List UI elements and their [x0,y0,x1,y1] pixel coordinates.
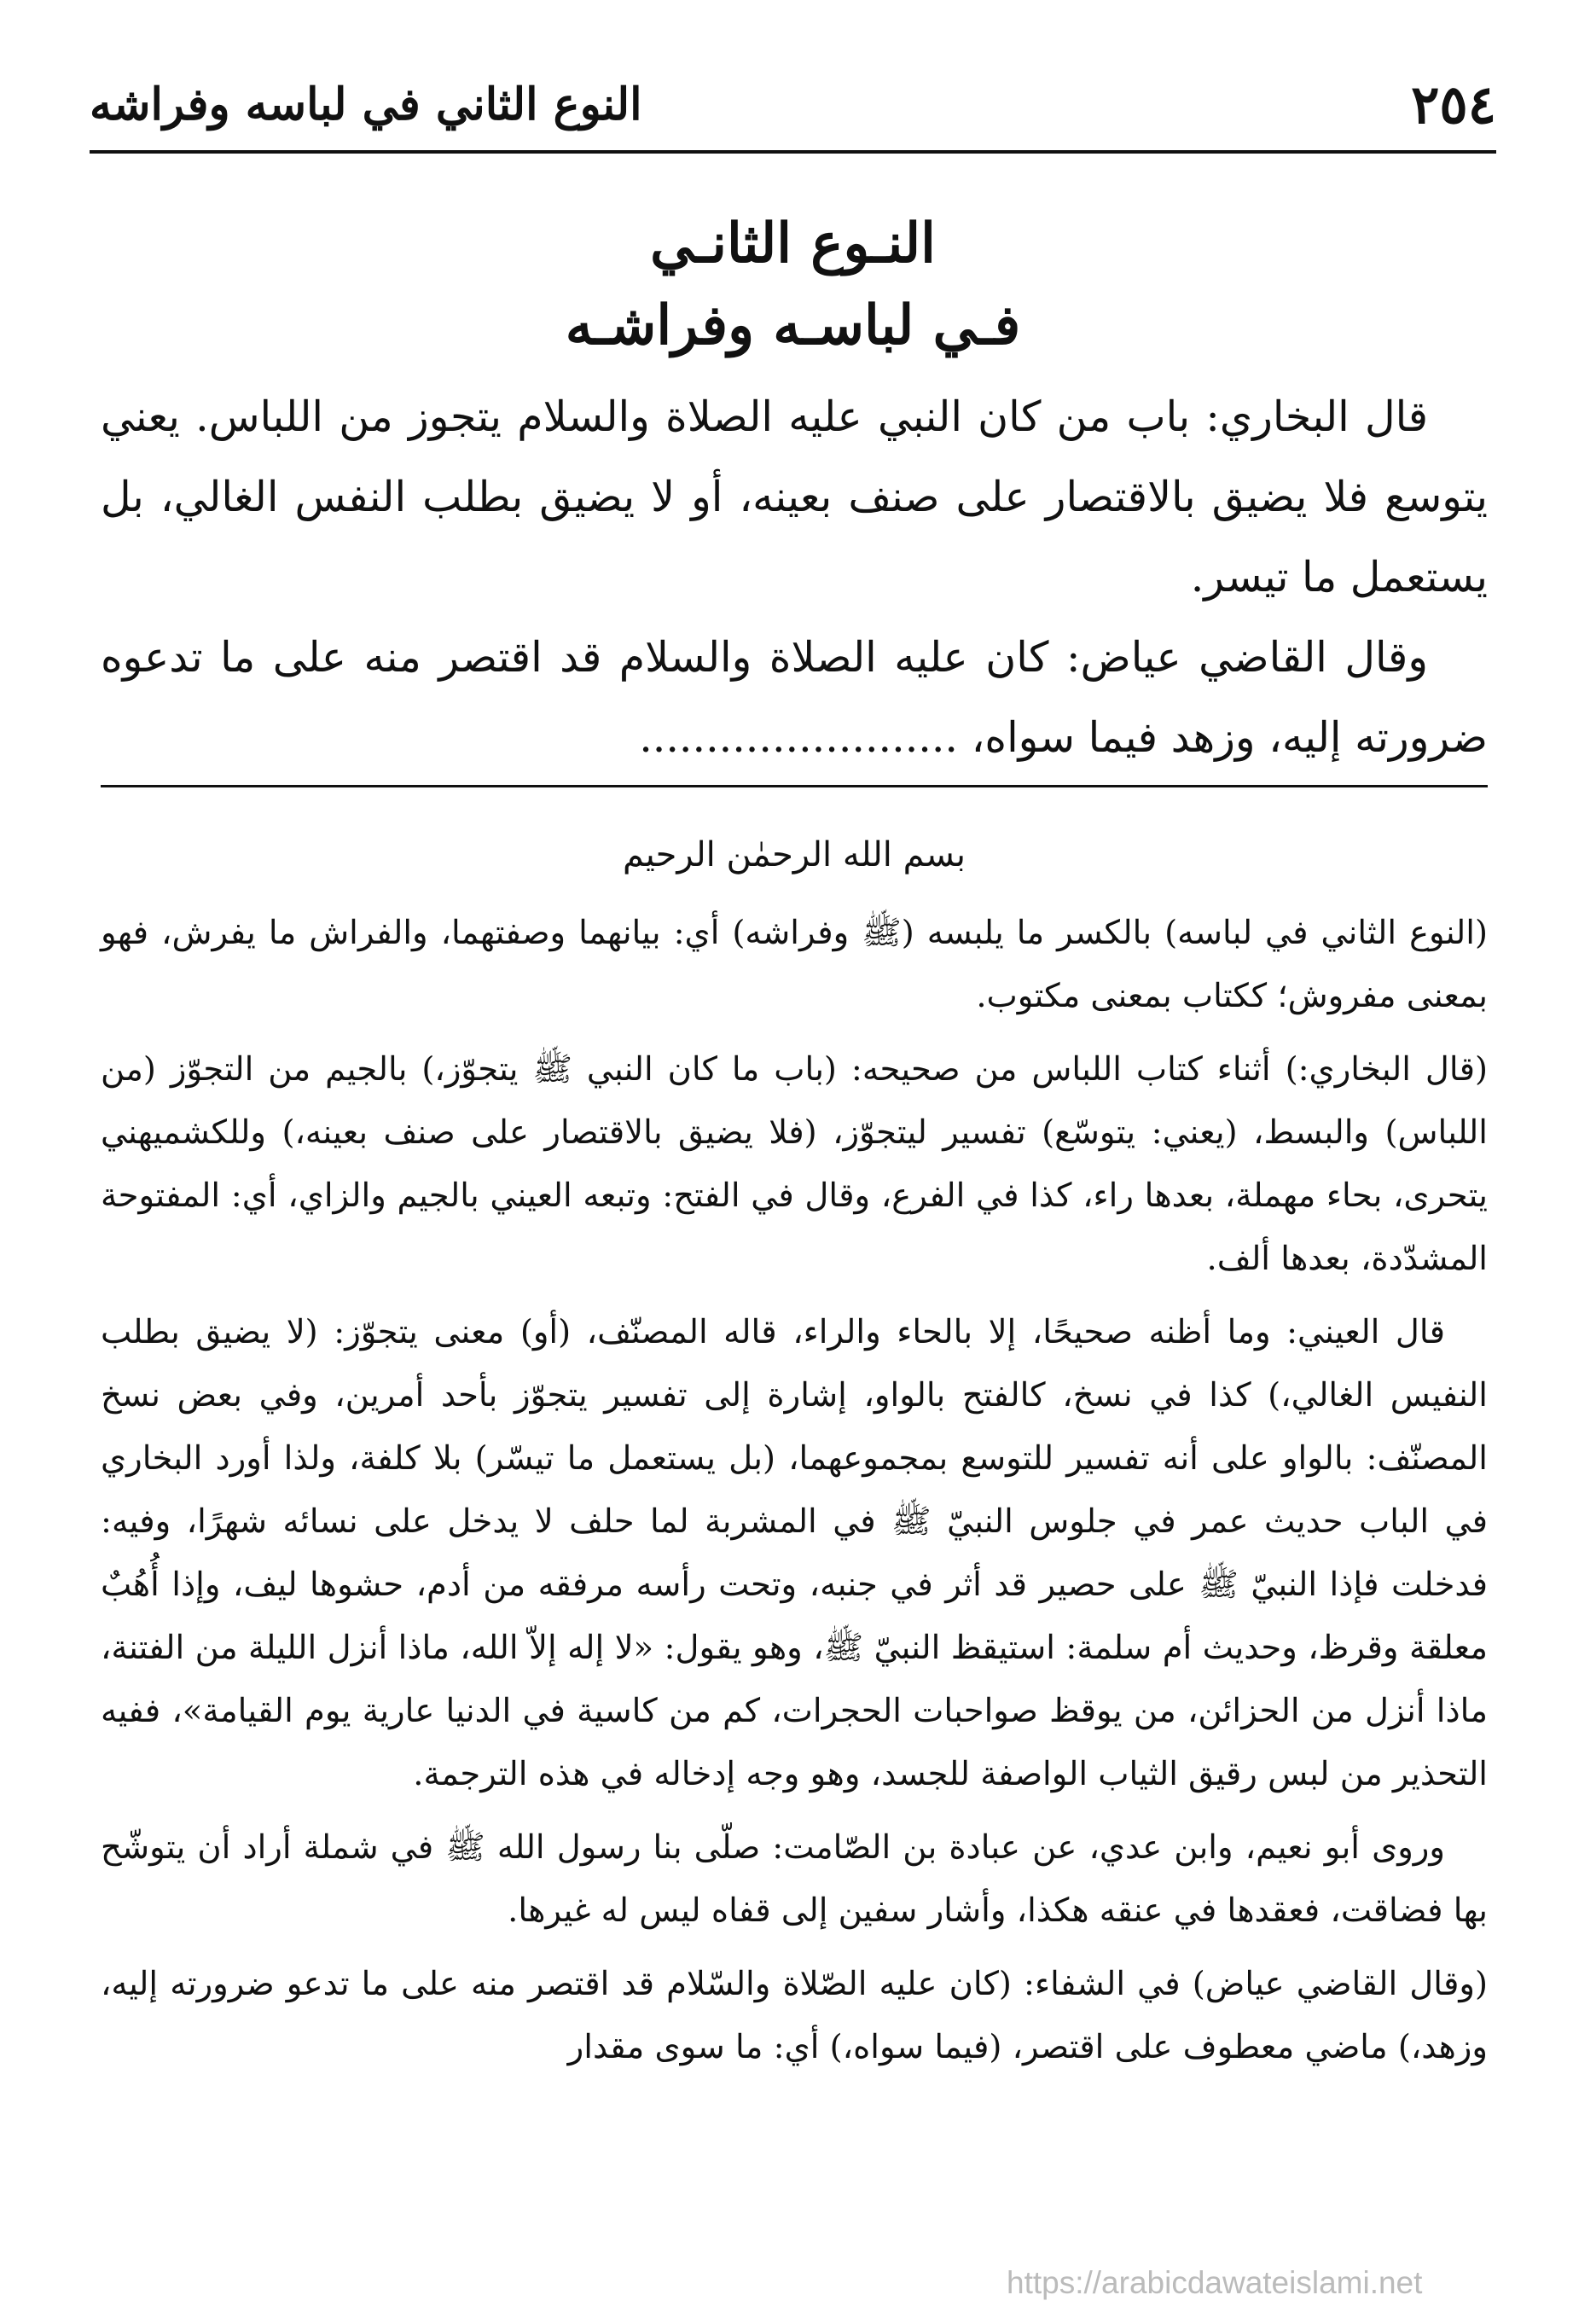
commentary-paragraph-4: وروى أبو نعيم، وابن عدي، عن عبادة بن الصّامت: صلّى بنا رسول الله ﷺ في شملة أراد أن يتوشّح بها فضاقت، فعقدها في عنقه هكذا، وأشار سفين إلى قفاه ليس له غيرها. [101,1828,1488,1930]
basmala: بسم الله الرحمٰن الرحيم [622,835,966,874]
heading-line-1: النـوع الثانـي [650,212,936,276]
header-rule [90,150,1496,154]
section-heading [90,203,1496,367]
page-number: ٢٥٤ [1411,73,1496,136]
running-header [90,61,1496,147]
commentary-paragraph-3: قال العيني: وما أظنه صحيحًا، إلا بالحاء والراء، قاله المصنّف، (أو) معنى يتجوّز: (لا يضيق بطلب النفيس الغالي،) كذا في نسخ، كالفتح بالواو، إشارة إلى تفسير يتجوّز بأحد أمرين، وفي بعض نسخ المصنّف: بالواو على أنه تفسير للتوسع بمجموعهما، (بل يستعمل ما تيسّر) بلا كلفة، ولذا أورد البخاري في الباب حديث عمر في جلوس النبيّ ﷺ في المشربة لما حلف لا يدخل على نسائه شهرًا، وفيه: فدخلت فإذا النبيّ ﷺ على حصير قد أثر في جنبه، وتحت رأسه مرفقه من أدم، حشوها ليف، وإذا أُهُبٌ معلقة وقرظ، وحديث أم سلمة: استيقظ النبيّ ﷺ، وهو يقول: «لا إله إلاّ الله، ماذا أنزل الليلة من الفتنة، ماذا أنزل من الحزائن، من يوقظ صواحبات الحجرات، كم من كاسية في الدنيا عارية يوم القيامة»، ففيه التحذير من لبس رقيق الثياب الواصفة للجسد، وهو وجه إدخاله في هذه الترجمة. [101,1313,1488,1793]
commentary-paragraph-1: (النوع الثاني في لباسه) بالكسر ما يلبسه (ﷺ وفراشه) أي: بيانهما وصفتهما، والفراش ما يفرش، فهو بمعنى مفروش؛ ككتاب بمعنى مكتوب. [101,914,1488,1015]
commentary [101,823,1488,2089]
main-text [101,377,1488,778]
footnote-divider [101,785,1488,787]
main-paragraph-1: قال البخاري: باب من كان النبي عليه الصلاة والسلام يتجوز من اللباس. يعني يتوسع فلا يضيق بالاقتصار على صنف بعينه، أو لا يضيق بطلب النفس الغالي، بل يستعمل ما تيسر. [101,392,1488,601]
commentary-paragraph-5: (وقال القاضي عياض) في الشفاء: (كان عليه الصّلاة والسّلام قد اقتصر منه على ما تدعو ضرورته إليه، وزهد،) ماضي معطوف على اقتصر، (فيما سواه،) أي: ما سوى مقدار [101,1965,1488,2066]
main-paragraph-2: وقال القاضي عياض: كان عليه الصلاة والسلام قد اقتصر منه على ما تدعوه ضرورته إليه، وزهد فيما سواه، ........................ [101,633,1488,762]
heading-line-2: فـي لباسـه وفراشـه [565,293,1021,357]
commentary-paragraph-2: (قال البخاري:) أثناء كتاب اللباس من صحيحه: (باب ما كان النبي ﷺ يتجوّز،) بالجيم من التجوّز (من اللباس) والبسط، (يعني: يتوسّع) تفسير ليتجوّز، (فلا يضيق بالاقتصار على صنف بعينه،) وللكشميهني يتحرى، بحاء مهملة، بعدها راء، كذا في الفرع، وقال في الفتح: وتبعه العيني بالجيم والزاي، أي: المفتوحة المشدّدة، بعدها ألف. [101,1050,1488,1278]
running-title: النوع الثاني في لباسه وفراشه [90,78,642,131]
watermark-url: https://arabicdawateislami.net [1007,2265,1423,2300]
